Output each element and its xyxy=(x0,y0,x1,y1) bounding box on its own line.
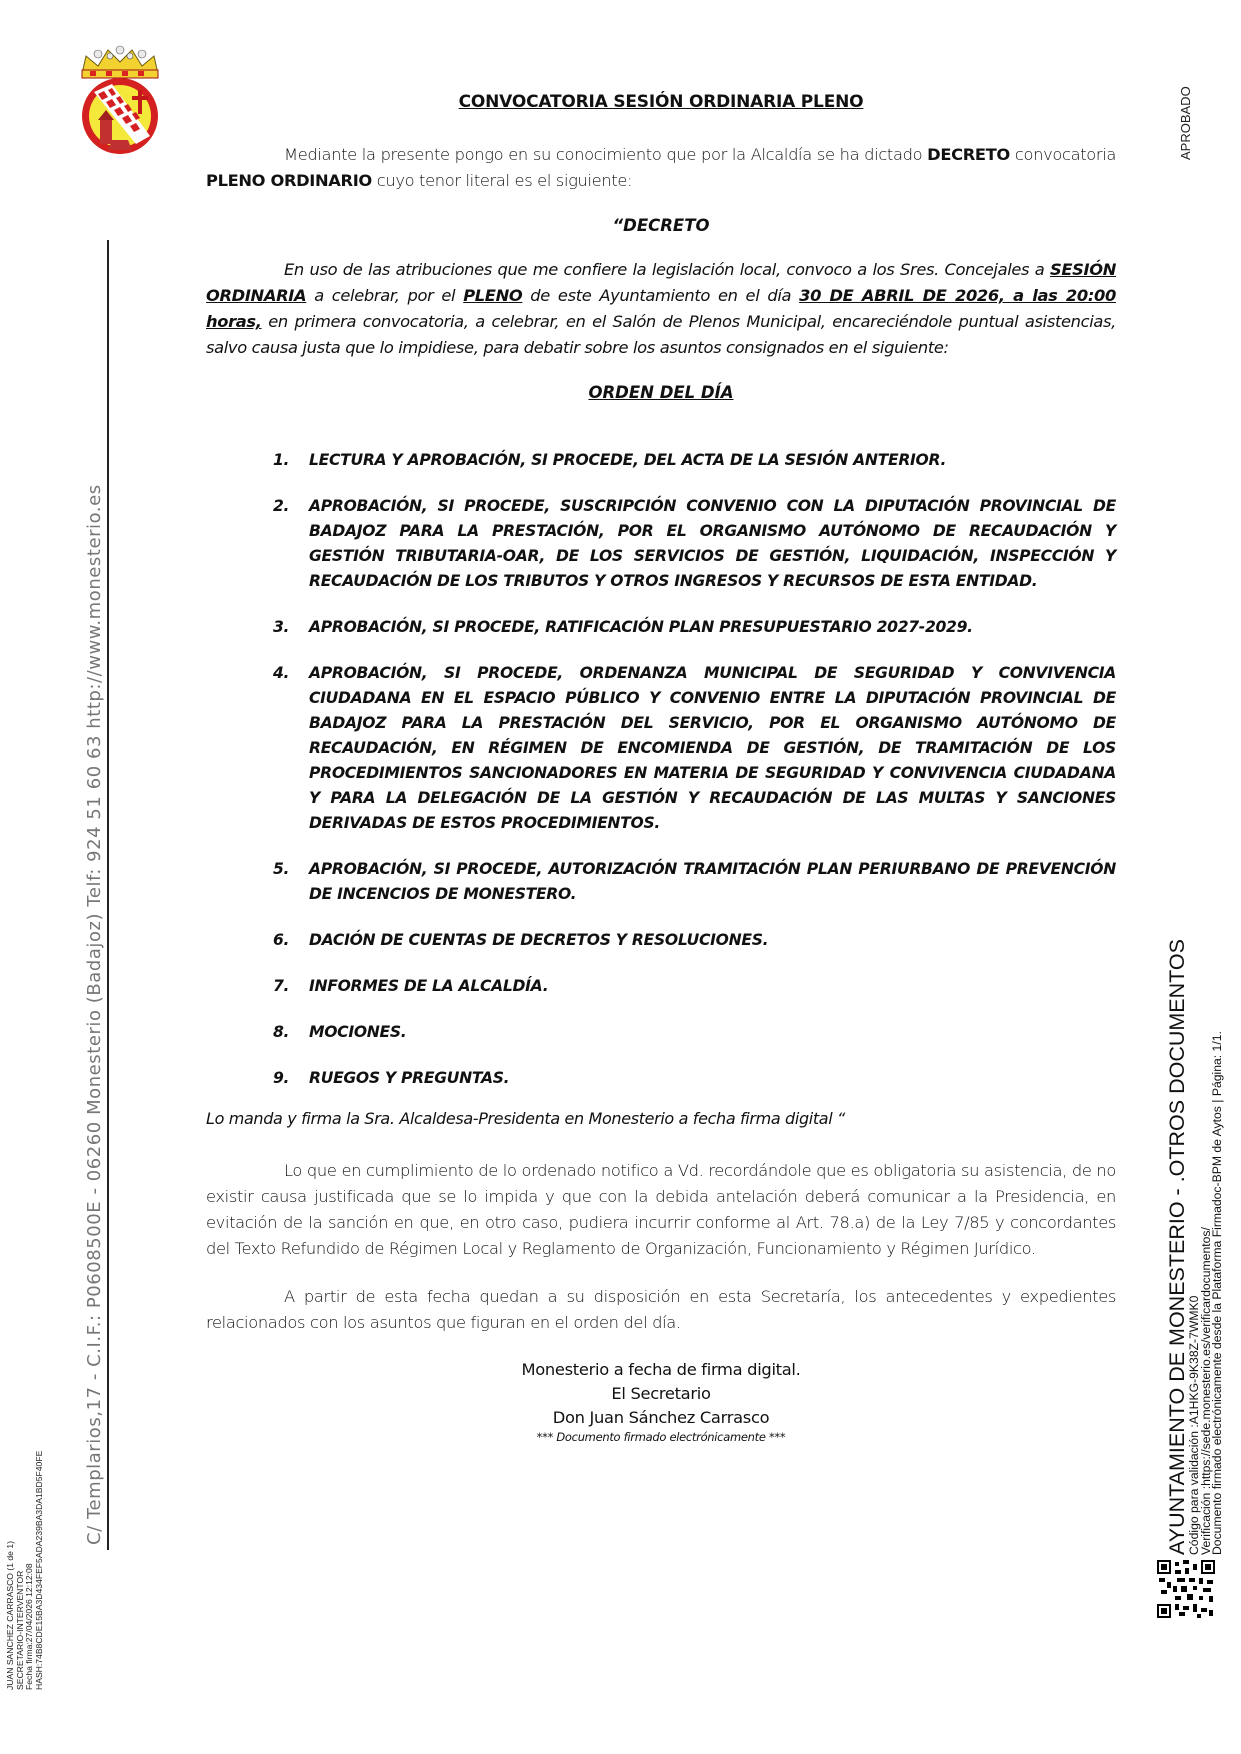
municipal-address: C/ Templarios,17 - C.I.F.: P0608500E - 06260 Monesterio (Badajoz) Telf: 924 51 60 63 http://www.monesterio.es xyxy=(84,484,105,1545)
document-body xyxy=(206,92,1116,1444)
validation-block xyxy=(1165,939,1224,1555)
agenda-number: 9. xyxy=(273,1069,290,1087)
signing-statement: Lo manda y firma la Sra. Alcaldesa-Presidenta en Monesterio a fecha firma digital “ xyxy=(206,1109,845,1128)
agenda-text: INFORMES DE LA ALCALDÍA. xyxy=(309,977,549,995)
agenda-text: APROBACIÓN, SI PROCEDE, AUTORIZACIÓN TRAMITACIÓN PLAN PERIURBANO DE PREVENCIÓN DE INCENCIOS DE MONESTERO. xyxy=(309,860,1116,903)
agenda-text: APROBACIÓN, SI PROCEDE, ORDENANZA MUNICIPAL DE SEGURIDAD Y CONVIVENCIA CIUDADANA EN EL ESPACIO PÚBLICO Y CONVENIO ENTRE LA DIPUTACIÓN PROVINCIAL DE BADAJOZ PARA LA PRESTACIÓN DEL SERVICIO, POR EL ORGANISMO AUTÓNOMO DE RECAUDACIÓN, EN RÉGIMEN DE ENCOMIENDA DE GESTIÓN, DE TRAMITACIÓN DE LOS PROCEDIMIENTOS SANCIONADORES EN MATERIA DE SEGURIDAD Y CONVIVENCIA CIUDADANA Y PARA LA DELEGACIÓN DE LA GESTIÓN Y RECAUDACIÓN DE LAS MULTAS Y SANCIONES DERIVADAS DE ESTOS PROCEDIMIENTOS. xyxy=(309,664,1116,832)
agenda-number: 7. xyxy=(273,977,290,995)
text: Mediante la presente pongo en su conocimiento que por la Alcaldía se ha dictado xyxy=(284,145,928,164)
notice-paragraph: Lo que en cumplimiento de lo ordenado notifico a Vd. recordándole que es obligatoria su asistencia, de no existir causa justificada que se lo impida y que con la debida antelación deberá comunicar a la Presidencia, en evitación de la sanción en que, en otro caso, pudiera incurrir conforme al Art. 78.a) de la Ley 7/85 y concordantes del Texto Refundido de Régimen Local y Reglamento de Organización, Funcionamiento y Régimen Jurídico. xyxy=(206,1161,1116,1258)
text: cuyo tenor literal es el siguiente: xyxy=(371,171,633,190)
decreto-heading: “DECRETO xyxy=(612,216,710,235)
agenda-item xyxy=(273,661,1116,836)
agenda-item xyxy=(273,974,1116,999)
agenda-text: APROBACIÓN, SI PROCEDE, RATIFICACIÓN PLAN PRESUPUESTARIO 2027-2029. xyxy=(309,618,973,636)
availability-paragraph: A partir de esta fecha quedan a su disposición en esta Secretaría, los antecedentes y expedientes relacionados con los asuntos que figuran en el orden del día. xyxy=(206,1287,1116,1332)
agenda-text: LECTURA Y APROBACIÓN, SI PROCEDE, DEL ACTA DE LA SESIÓN ANTERIOR. xyxy=(309,451,947,469)
sidebar-divider xyxy=(107,240,109,1550)
agenda-text: RUEGOS Y PREGUNTAS. xyxy=(309,1069,510,1087)
verification-url: Verificación :https://sede.monesterio.es/verificardocumentos/ xyxy=(1198,1227,1213,1555)
qr-code-icon[interactable] xyxy=(1157,1560,1215,1618)
agenda-text: APROBACIÓN, SI PROCEDE, SUSCRIPCIÓN CONVENIO CON LA DIPUTACIÓN PROVINCIAL DE BADAJOZ PARA LA PRESTACIÓN, POR EL ORGANISMO AUTÓNOMO DE RECAUDACIÓN Y GESTIÓN TRIBUTARIA-OAR, DE LOS SERVICIOS DE GESTIÓN, LIQUIDACIÓN, INSPECCIÓN Y RECAUDACIÓN DE LOS TRIBUTOS Y OTROS INGRESOS Y RECURSOS DE ESTA ENTIDAD. xyxy=(309,497,1116,590)
validation-code: Código para validación :A1HKG-9K38Z-7WMK0 xyxy=(1187,1295,1201,1555)
document-title: CONVOCATORIA SESIÓN ORDINARIA PLENO xyxy=(458,92,864,112)
place-date: Monesterio a fecha de firma digital. xyxy=(521,1360,801,1379)
agenda-item xyxy=(273,857,1116,907)
signer-role: El Secretario xyxy=(611,1384,711,1403)
agenda-item xyxy=(273,615,1116,640)
signature-line: HASH:74B8CDE15BA3D434FEF5ADA239BA3DA1BD5F40FE xyxy=(33,1450,44,1690)
agenda-item xyxy=(273,448,1116,473)
text: convocatoria xyxy=(1009,145,1116,164)
signer-name: Don Juan Sánchez Carrasco xyxy=(552,1408,770,1427)
organ-name: PLENO xyxy=(463,286,523,305)
agenda-number: 3. xyxy=(273,618,290,636)
session-type: SESIÓN ORDINARIA xyxy=(206,260,1116,305)
agenda-number: 1. xyxy=(273,451,290,469)
bold-text: DECRETO xyxy=(927,145,1010,164)
signature-line: JUAN SANCHEZ CARRASCO (1 de 1) xyxy=(5,1541,15,1690)
agenda-number: 5. xyxy=(273,860,290,878)
text: a celebrar, por el xyxy=(306,286,464,305)
agenda-list xyxy=(206,448,1116,1091)
decreto-paragraph xyxy=(206,257,1116,361)
signature-line: Fecha firma:27/04/2026 12:12:08 xyxy=(24,1563,35,1690)
platform-note: Documento firmado electrónicamente desde la Plataforma Firmadoc-BPM de Aytos | Página: 1/1. xyxy=(1210,1031,1225,1555)
agenda-item xyxy=(273,928,1116,953)
session-date: 30 DE ABRIL DE 2026, a las 20:00 horas, xyxy=(206,286,1116,331)
electronic-signature-note: *** Documento firmado electrónicamente *** xyxy=(536,1430,786,1444)
text: de este Ayuntamiento en el día xyxy=(522,286,800,305)
agenda-item xyxy=(273,1020,1116,1045)
agenda-text: MOCIONES. xyxy=(309,1023,407,1041)
agenda-text: DACIÓN DE CUENTAS DE DECRETOS Y RESOLUCIONES. xyxy=(309,931,769,949)
agenda-number: 8. xyxy=(273,1023,290,1041)
agenda-item xyxy=(273,1066,1116,1091)
agenda-number: 4. xyxy=(273,664,290,682)
approved-stamp: APROBADO xyxy=(1178,86,1193,160)
municipal-crest-icon xyxy=(72,40,168,156)
agenda-number: 6. xyxy=(273,931,290,949)
text: en primera convocatoria, a celebrar, en el Salón de Plenos Municipal, encareciéndole puntual asistencias, salvo causa justa que lo impidiese, para debatir sobre los asuntos consignados en el siguiente: xyxy=(206,312,1116,357)
bold-text: PLENO ORDINARIO xyxy=(206,171,372,190)
signature-line: SECRETARIO-INTERVENTOR xyxy=(14,1570,25,1690)
agenda-title: ORDEN DEL DÍA xyxy=(588,383,734,402)
signature-info xyxy=(6,1451,44,1690)
text: En uso de las atribuciones que me confiere la legislación local, convoco a los Sres. Concejales a xyxy=(284,260,1050,279)
intro-paragraph xyxy=(206,142,1116,194)
closing-block xyxy=(206,1358,1116,1444)
agenda-number: 2. xyxy=(273,497,290,515)
validation-title: AYUNTAMIENTO DE MONESTERIO - .OTROS DOCUMENTOS xyxy=(1165,939,1189,1555)
agenda-item xyxy=(273,494,1116,594)
